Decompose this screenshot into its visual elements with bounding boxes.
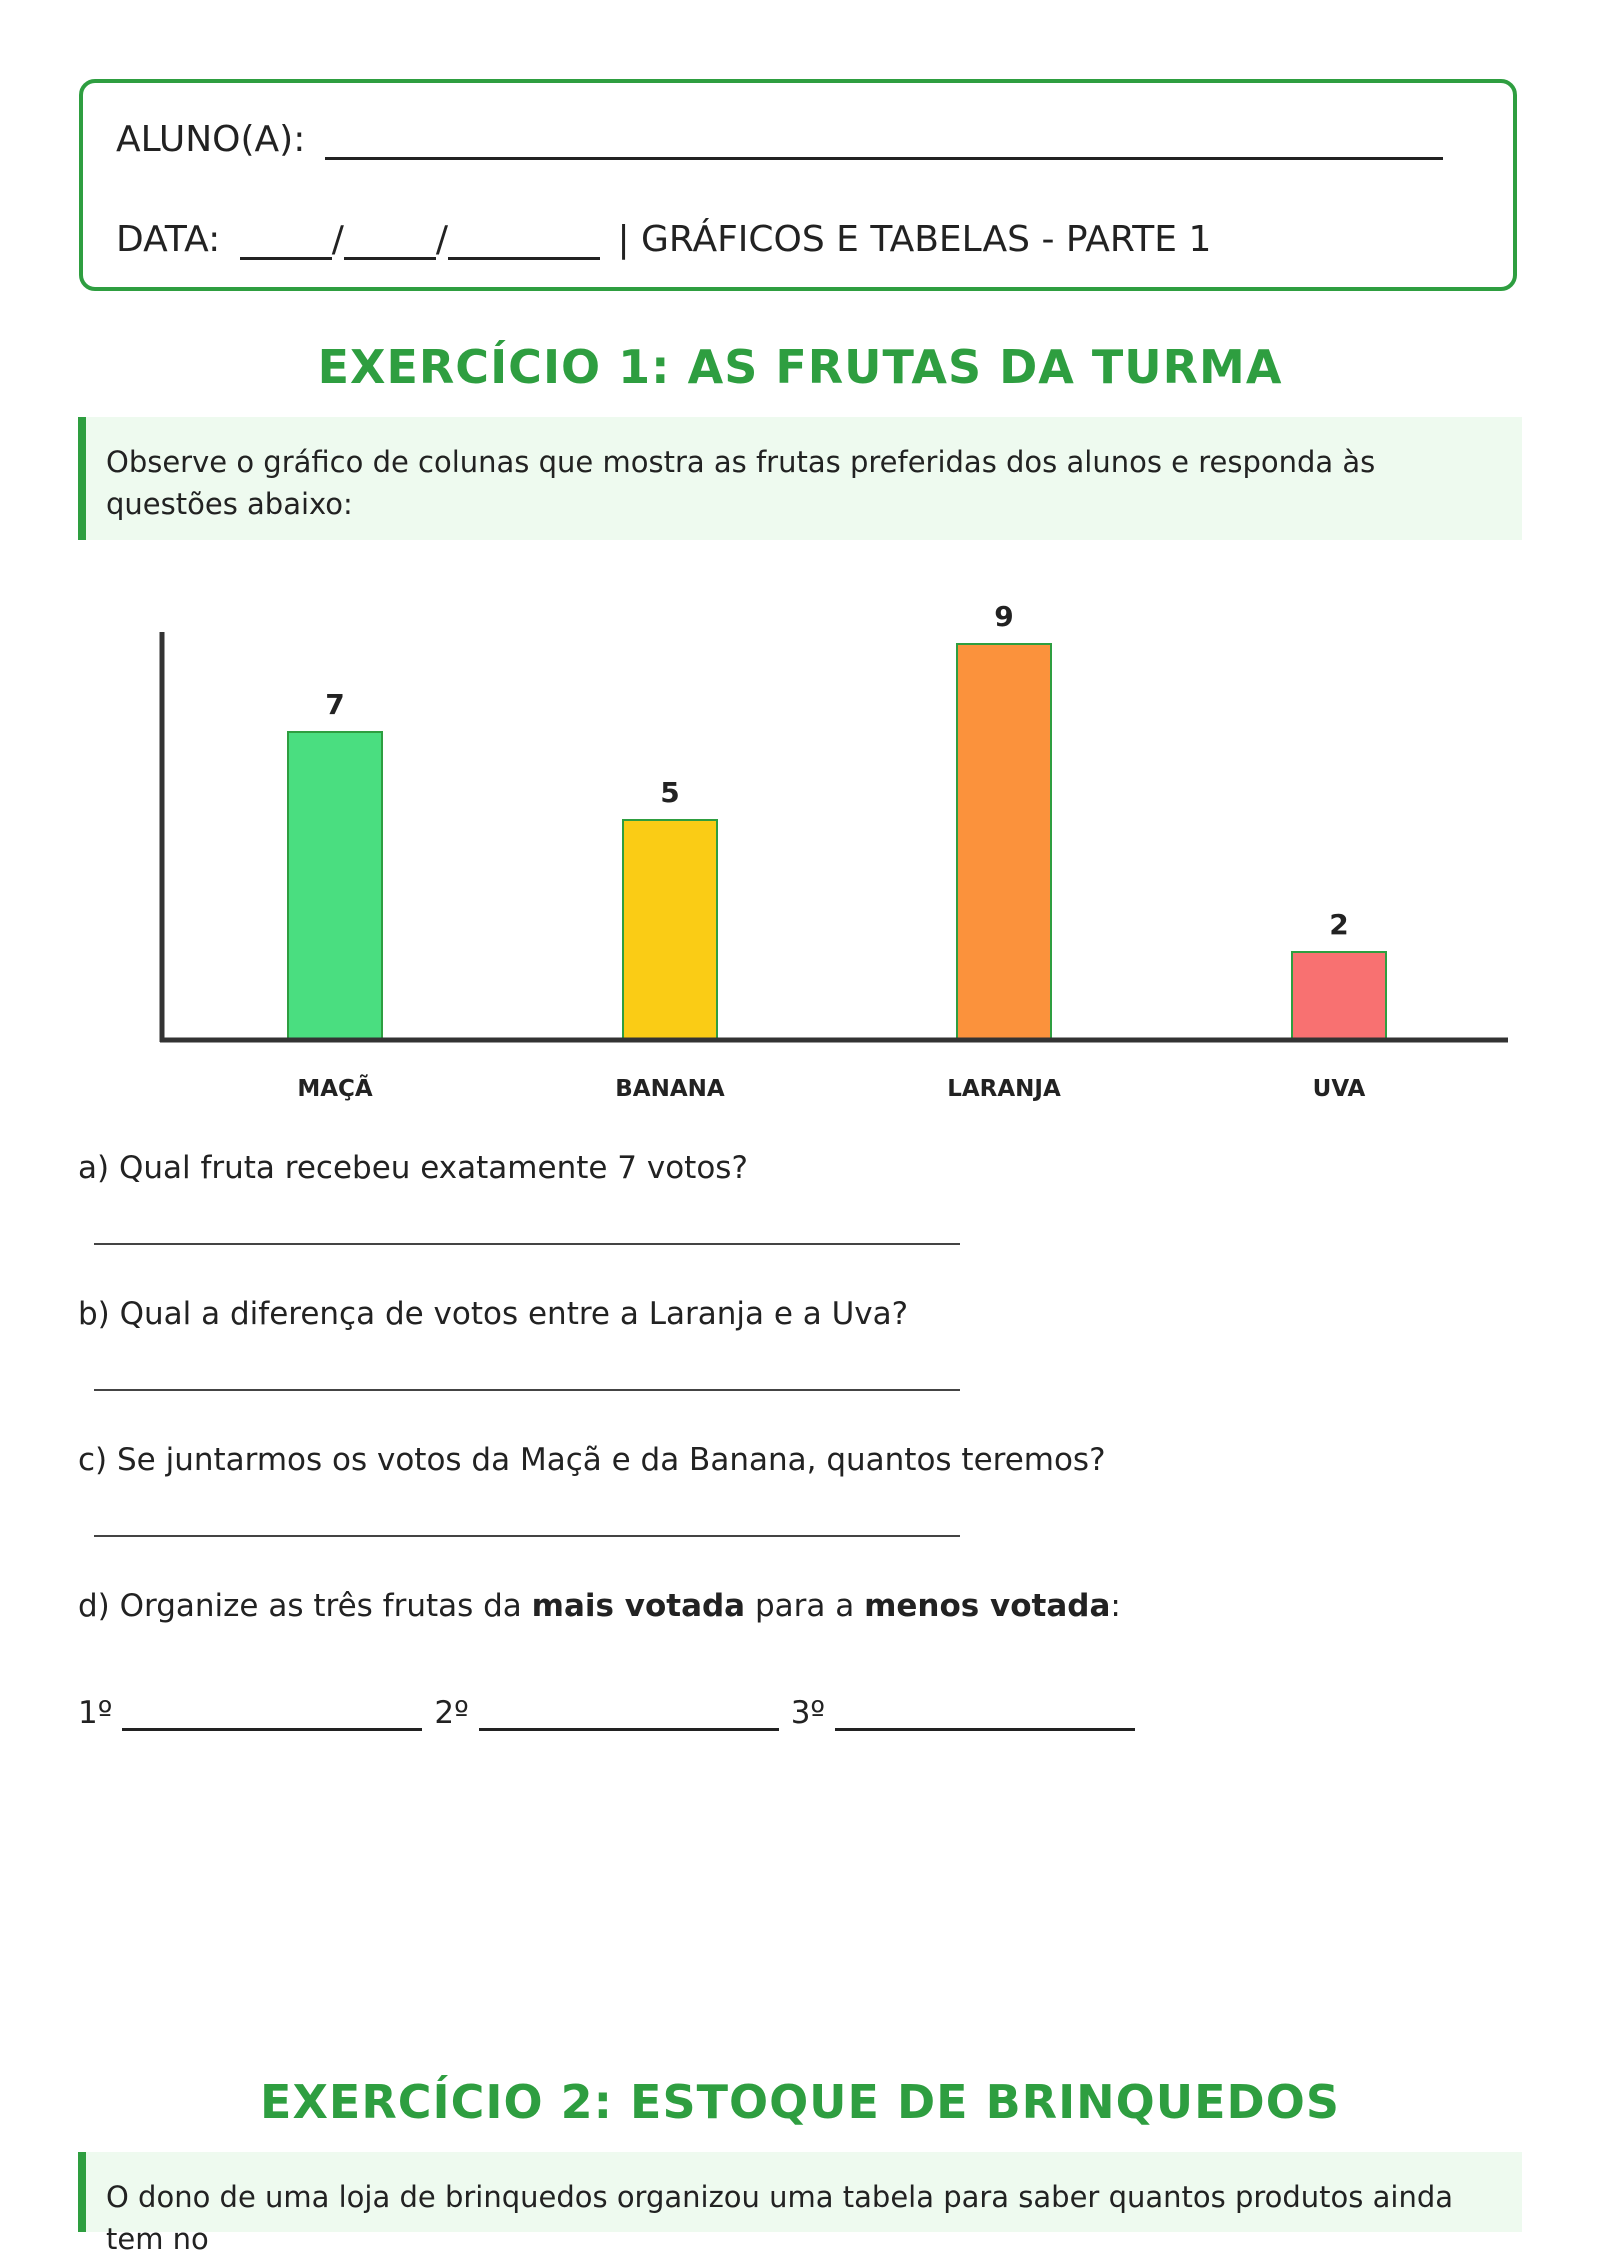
date-month-field[interactable] [344, 223, 436, 260]
bar-3 [957, 644, 1051, 1040]
date-row [116, 219, 1211, 260]
bar-1 [288, 732, 382, 1040]
date-label: DATA: [116, 219, 221, 260]
rank-1-field[interactable] [122, 1690, 422, 1731]
student-name-row [116, 119, 1443, 160]
student-name-label: ALUNO(A): [116, 119, 306, 160]
exercise-2-title: EXERCÍCIO 2: ESTOQUE DE BRINQUEDOS [260, 2075, 1340, 2129]
exercise-1-title: EXERCÍCIO 1: AS FRUTAS DA TURMA [317, 340, 1283, 394]
category-label: BANANA [615, 1076, 725, 1102]
date-year-field[interactable] [448, 223, 600, 260]
date-separator: / [331, 219, 344, 260]
rank-2-label: 2º [434, 1695, 469, 1731]
answer-line-c[interactable] [94, 1535, 960, 1537]
chart-svg [0, 570, 1600, 1110]
rank-2-field[interactable] [479, 1690, 779, 1731]
question-d-text: para a [745, 1588, 865, 1624]
student-name-field[interactable] [325, 123, 1443, 160]
question-d-text: : [1110, 1588, 1121, 1624]
answer-line-a[interactable] [94, 1243, 960, 1245]
bar-value-label: 5 [660, 776, 680, 809]
question-d [78, 1588, 1121, 1624]
question-d-text: d) Organize as três frutas da [78, 1588, 532, 1624]
ranking-row [78, 1690, 1147, 1731]
question-c: c) Se juntarmos os votos da Maçã e da Banana, quantos teremos? [78, 1442, 1106, 1478]
date-day-field[interactable] [240, 223, 332, 260]
question-d-emphasis: menos votada [864, 1588, 1111, 1624]
category-label: UVA [1312, 1076, 1366, 1102]
question-a: a) Qual fruta recebeu exatamente 7 votos? [78, 1150, 748, 1186]
bar-value-label: 9 [994, 600, 1014, 633]
rank-3-field[interactable] [835, 1690, 1135, 1731]
category-label: MAÇÃ [297, 1076, 373, 1102]
exercise-1-instruction: Observe o gráfico de colunas que mostra as frutas preferidas dos alunos e responda às questões abaixo: [78, 417, 1522, 540]
bar-4 [1292, 952, 1386, 1040]
answer-line-b[interactable] [94, 1389, 960, 1391]
fruit-bar-chart [0, 570, 1600, 1110]
question-b: b) Qual a diferença de votos entre a Laranja e a Uva? [78, 1296, 909, 1332]
question-d-emphasis: mais votada [531, 1588, 746, 1624]
worksheet-title: | GRÁFICOS E TABELAS - PARTE 1 [617, 219, 1212, 260]
bar-2 [623, 820, 717, 1040]
bar-value-label: 2 [1329, 908, 1349, 941]
category-label: LARANJA [947, 1076, 1061, 1102]
exercise-2-instruction: O dono de uma loja de brinquedos organizou uma tabela para saber quantos produtos ainda tem no [78, 2152, 1522, 2232]
bar-value-label: 7 [325, 688, 345, 721]
rank-1-label: 1º [78, 1695, 113, 1731]
rank-3-label: 3º [790, 1695, 826, 1731]
student-info-box [79, 79, 1517, 291]
date-separator: / [435, 219, 448, 260]
